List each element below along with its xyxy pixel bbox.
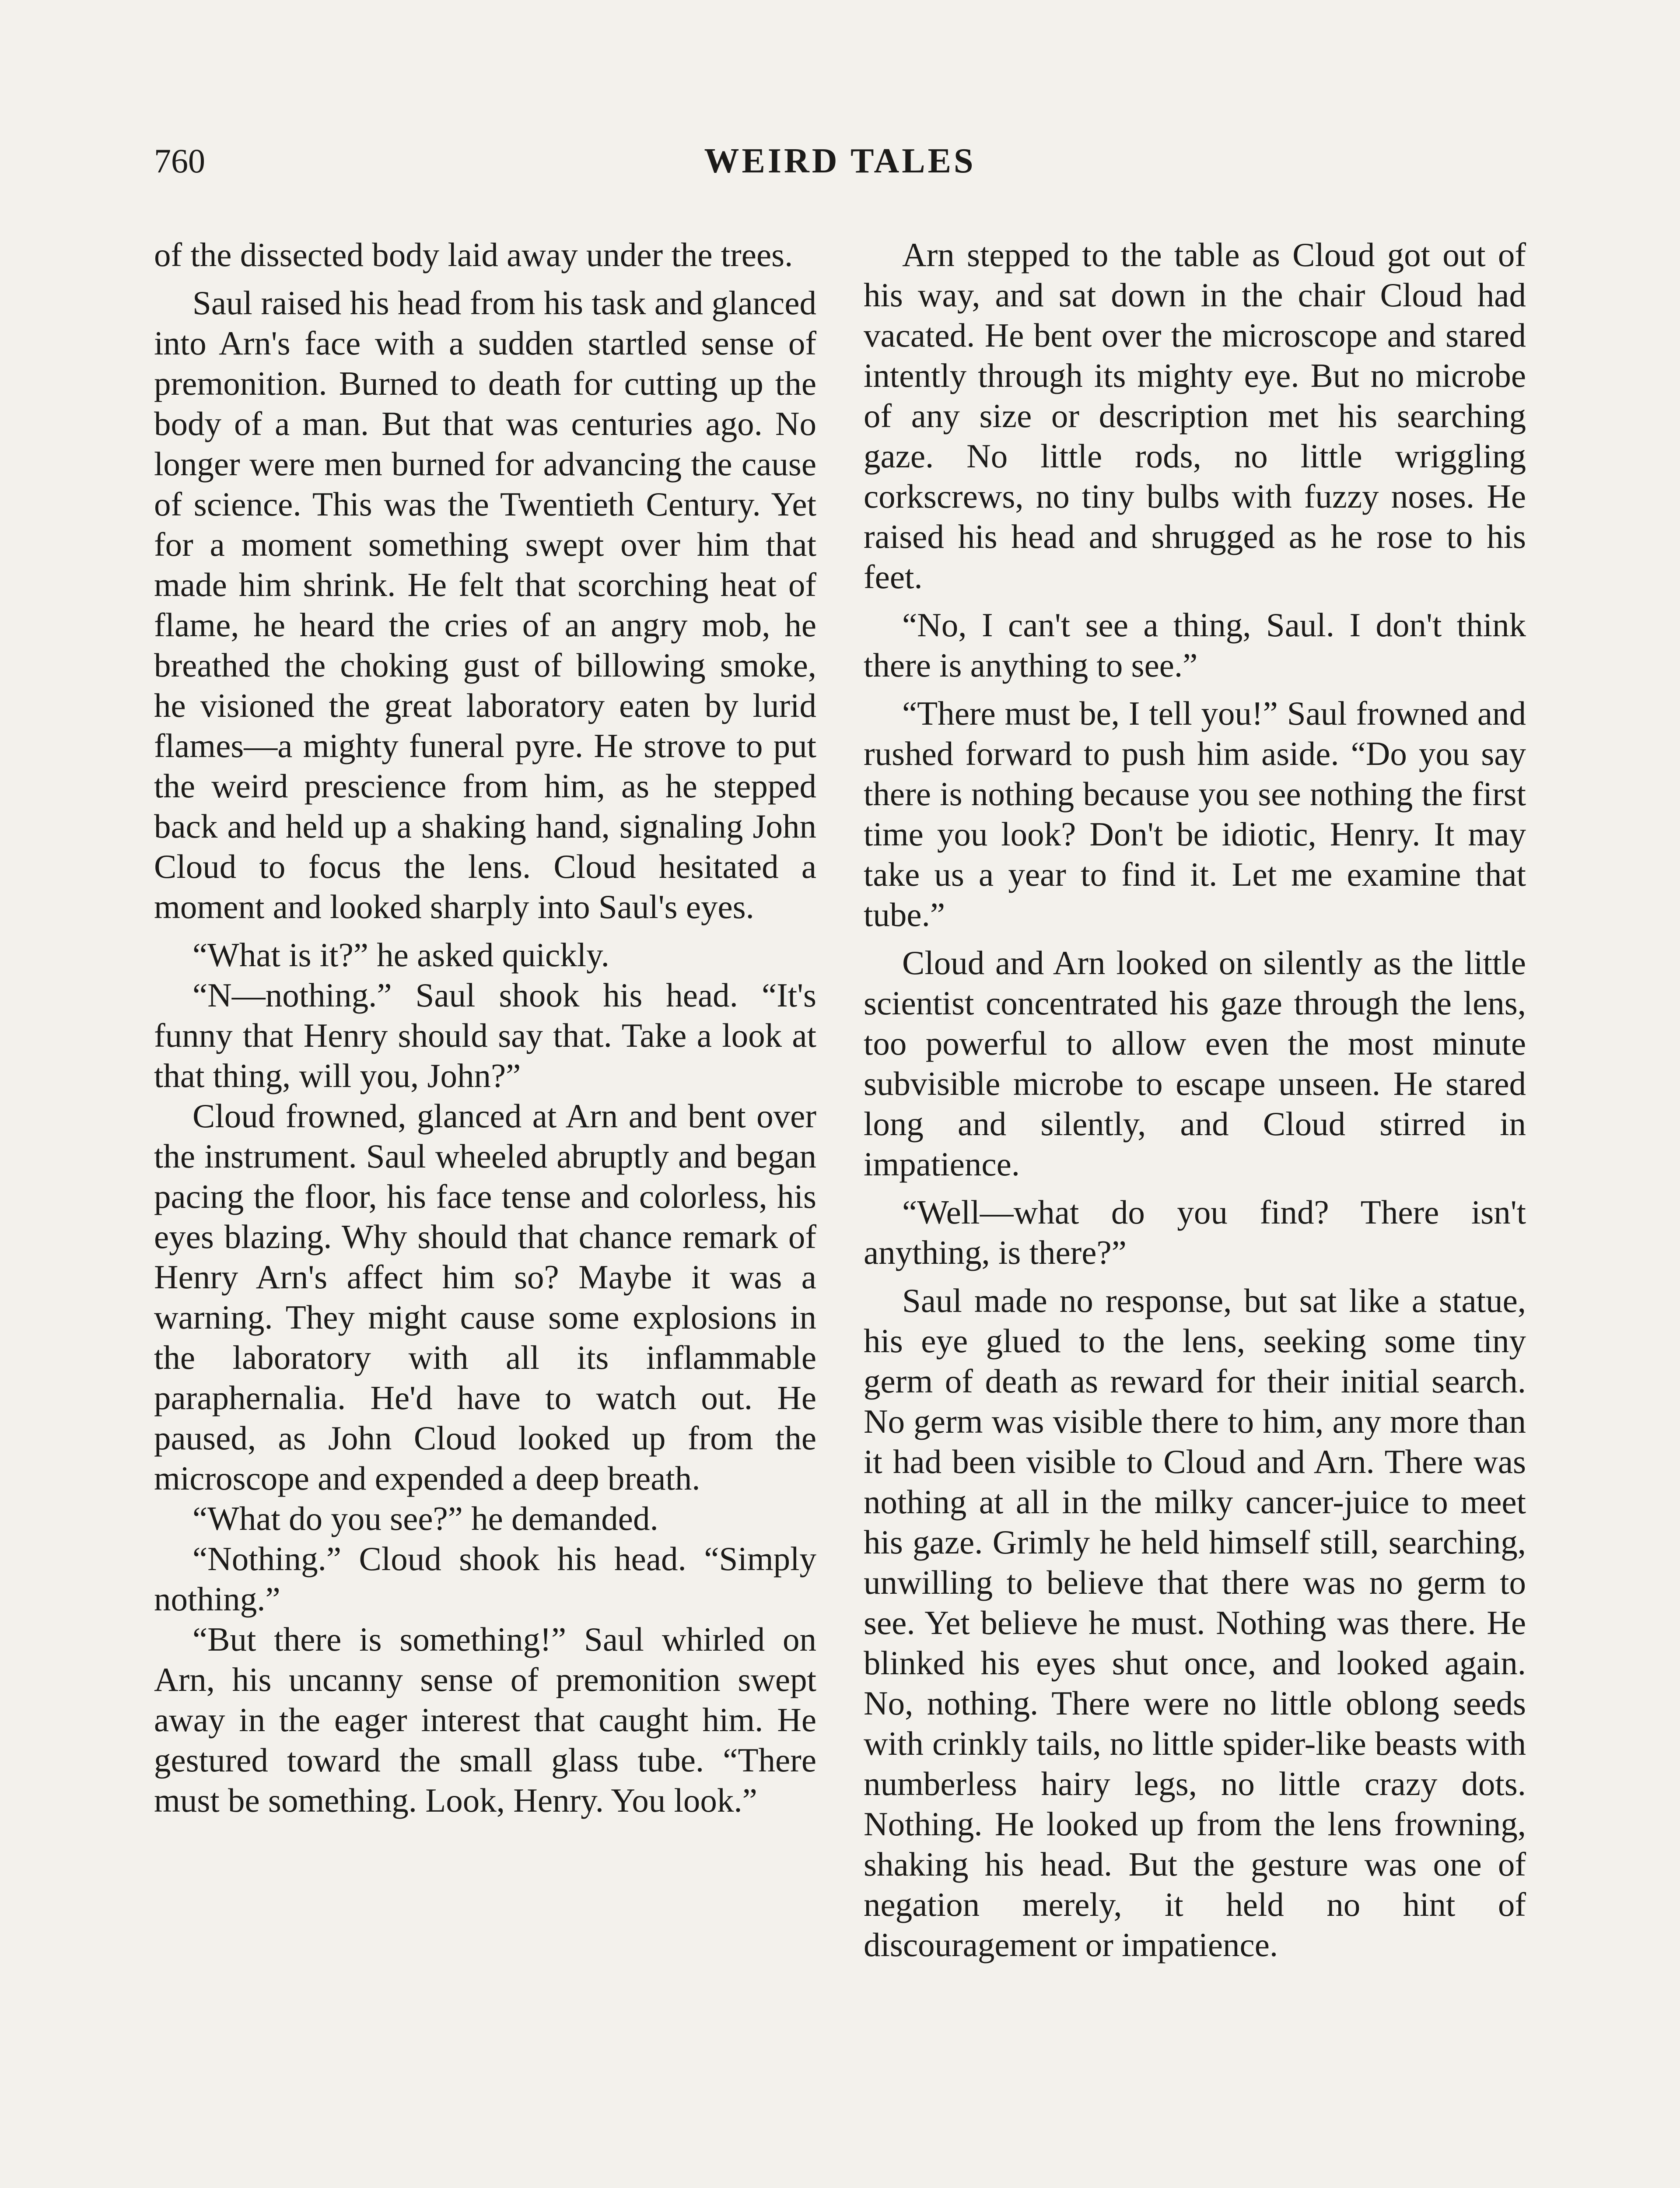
paragraph: “What do you see?” he demanded. xyxy=(192,1500,658,1537)
paragraph: “Well—what do you find? There isn't anything, is there?” xyxy=(864,1193,1526,1271)
paragraph: “But there is something!” Saul whirled on Arn, his uncanny sense of premonition swept away in the eager interest that caught him. He gestured toward the small glass tube. “There must be something. Look, Henry. You look.” xyxy=(154,1620,816,1819)
paragraph: Cloud frowned, glanced at Arn and bent over the instrument. Saul wheeled abruptly and began pacing the floor, his face tense and colorless, his eyes blazing. Why should that chance remark of Henry Arn's affect him so? Maybe it was a warning. They might cause some explosions in the laboratory with all its inflammable paraphernalia. He'd have to watch out. He paused, as John Cloud looked up from the microscope and expended a deep breath. xyxy=(154,1097,816,1497)
paragraph: of the dissected body laid away under the trees. xyxy=(154,236,793,274)
paragraph: “No, I can't see a thing, Saul. I don't think there is anything to see.” xyxy=(864,606,1526,684)
paragraph: “There must be, I tell you!” Saul frowned and rushed forward to push him aside. “Do you say there is nothing because you see nothing the first time you look? Don't be idiotic, Henry. It may take us a year to find it. Let me examine that tube.” xyxy=(864,694,1526,933)
magazine-title: WEIRD TALES xyxy=(704,142,976,180)
paragraph: “N—nothing.” Saul shook his head. “It's funny that Henry should say that. Take a look at that thing, will you, John?” xyxy=(154,976,816,1094)
paragraph: Saul made no response, but sat like a statue, his eye glued to the lens, seeking some tiny germ of death as reward for their initial search. No germ was visible there to him, any more than it had been visible to Cloud and Arn. There was nothing at all in the milky cancer-juice to meet his gaze. Grimly he held himself still, searching, unwilling to believe that there was no germ to see. Yet believe he must. Nothing was there. He blinked his eyes shut once, and looked again. No, nothing. There were no little oblong seeds with crinkly tails, no little spider-like beasts with numberless hairy legs, no little crazy dots. Nothing. He looked up from the lens frowning, shaking his head. But the gesture was one of negation merely, it held no hint of discouragement or impatience. xyxy=(864,1282,1526,1964)
paragraph: “Nothing.” Cloud shook his head. “Simply nothing.” xyxy=(154,1540,816,1618)
paragraph: Saul raised his head from his task and glanced into Arn's face with a sudden startled sense of premonition. Burned to death for cutting up the body of a man. But that was centuries ago. No longer were men burned for advancing the cause of science. This was the Twentieth Century. Yet for a moment something swept over him that made him shrink. He felt that scorching heat of flame, he heard the cries of an angry mob, he breathed the choking gust of billowing smoke, he visioned the great laboratory eaten by lurid flames—a mighty funeral pyre. He strove to put the weird prescience from him, as he stepped back and held up a shaking hand, signaling John Cloud to focus the lens. Cloud hesitated a moment and looked sharply into Saul's eyes. xyxy=(154,284,816,926)
paragraph: Cloud and Arn looked on silently as the little scientist concentrated his gaze through the lens, too powerful to allow even the most minute subvisible microbe to escape unseen. He stared long and silently, and Cloud stirred in impatience. xyxy=(864,944,1526,1183)
paragraph: “What is it?” he asked quickly. xyxy=(192,936,609,974)
left-column xyxy=(154,235,816,1820)
paragraph: Arn stepped to the table as Cloud got out of his way, and sat down in the chair Cloud had vacated. He bent over the microscope and stared intently through its mighty eye. But no microbe of any size or description met his searching gaze. No little rods, no little wriggling corkscrews, no tiny bulbs with fuzzy noses. He raised his head and shrugged as he rose to his feet. xyxy=(864,236,1526,596)
right-column xyxy=(864,235,1526,1973)
page-number: 760 xyxy=(154,142,205,180)
page-header xyxy=(154,139,1526,187)
